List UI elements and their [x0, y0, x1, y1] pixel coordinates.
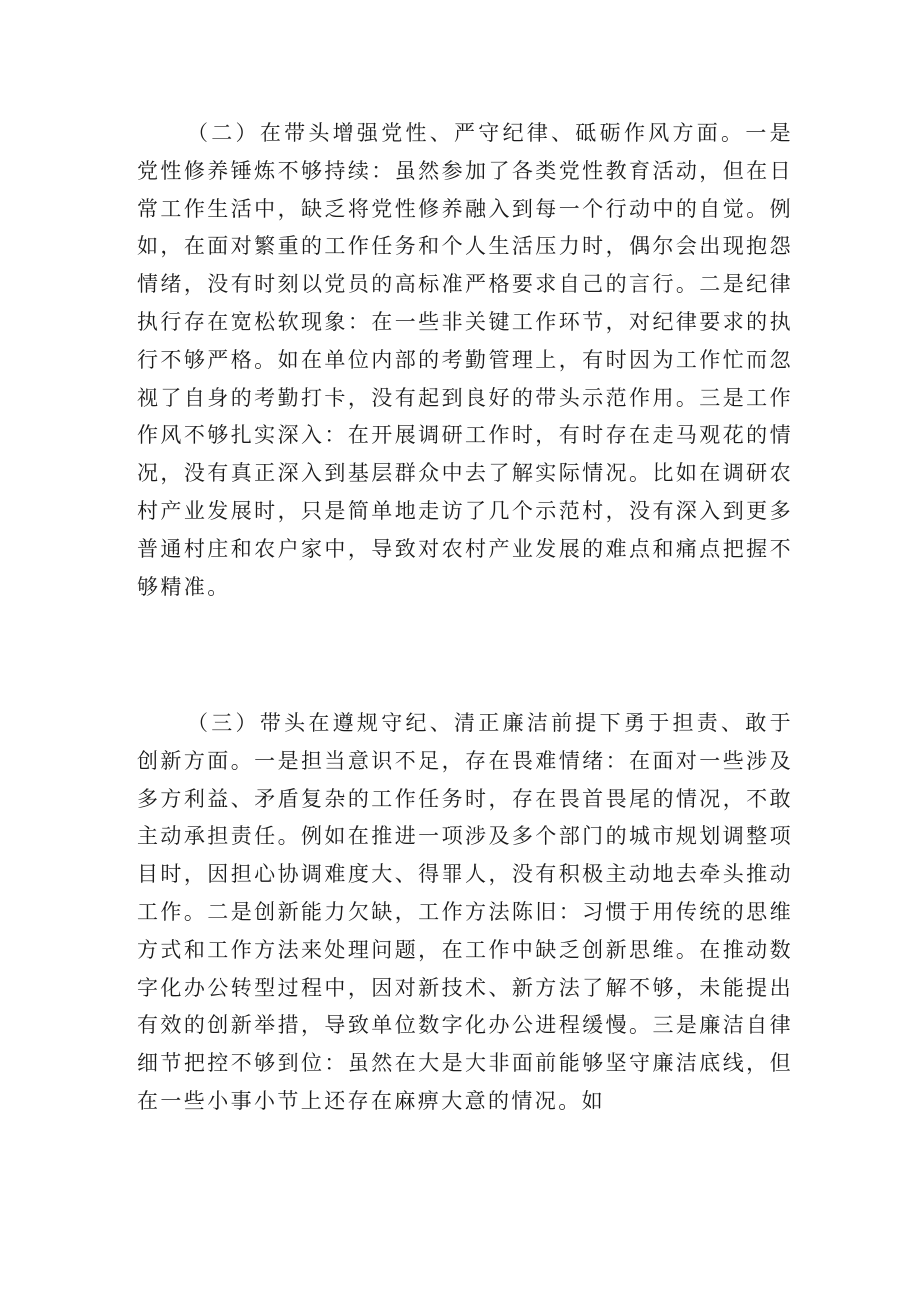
paragraph-section-two: （二）在带头增强党性、严守纪律、砥砺作风方面。一是党性修养锤炼不够持续：虽然参加了各类党性教育活动，但在日常工作生活中，缺乏将党性修养融入到每一个行动中的自觉。例如，在面对繁重的工作任务和个人生活压力时，偶尔会出现抱怨情绪，没有时刻以党员的高标准严格要求自己的言行。二是纪律执行存在宽松软现象：在一些非关键工作环节，对纪律要求的执行不够严格。如在单位内部的考勤管理上，有时因为工作忙而忽视了自身的考勤打卡，没有起到良好的带头示范作用。三是工作作风不够扎实深入：在开展调研工作时，有时存在走马观花的情况，没有真正深入到基层群众中去了解实际情况。比如在调研农村产业发展时，只是简单地走访了几个示范村，没有深入到更多普通村庄和农户家中，导致对农村产业发展的难点和痛点把握不够精准。 — [137, 121, 793, 599]
paragraph-section-three: （三）带头在遵规守纪、清正廉洁前提下勇于担责、敢于创新方面。一是担当意识不足，存在畏难情绪：在面对一些涉及多方利益、矛盾复杂的工作任务时，存在畏首畏尾的情况，不敢主动承担责任。例如在推进一项涉及多个部门的城市规划调整项目时，因担心协调难度大、得罪人，没有积极主动地去牵头推动工作。二是创新能力欠缺，工作方法陈旧：习惯于用传统的思维方式和工作方法来处理问题，在工作中缺乏创新思维。在推动数字化办公转型过程中，因对新技术、新方法了解不够，未能提出有效的创新举措，导致单位数字化办公进程缓慢。三是廉洁自律细节把控不够到位：虽然在大是大非面前能够坚守廉洁底线，但在一些小事小节上还存在麻痹大意的情况。如 — [137, 711, 793, 1113]
